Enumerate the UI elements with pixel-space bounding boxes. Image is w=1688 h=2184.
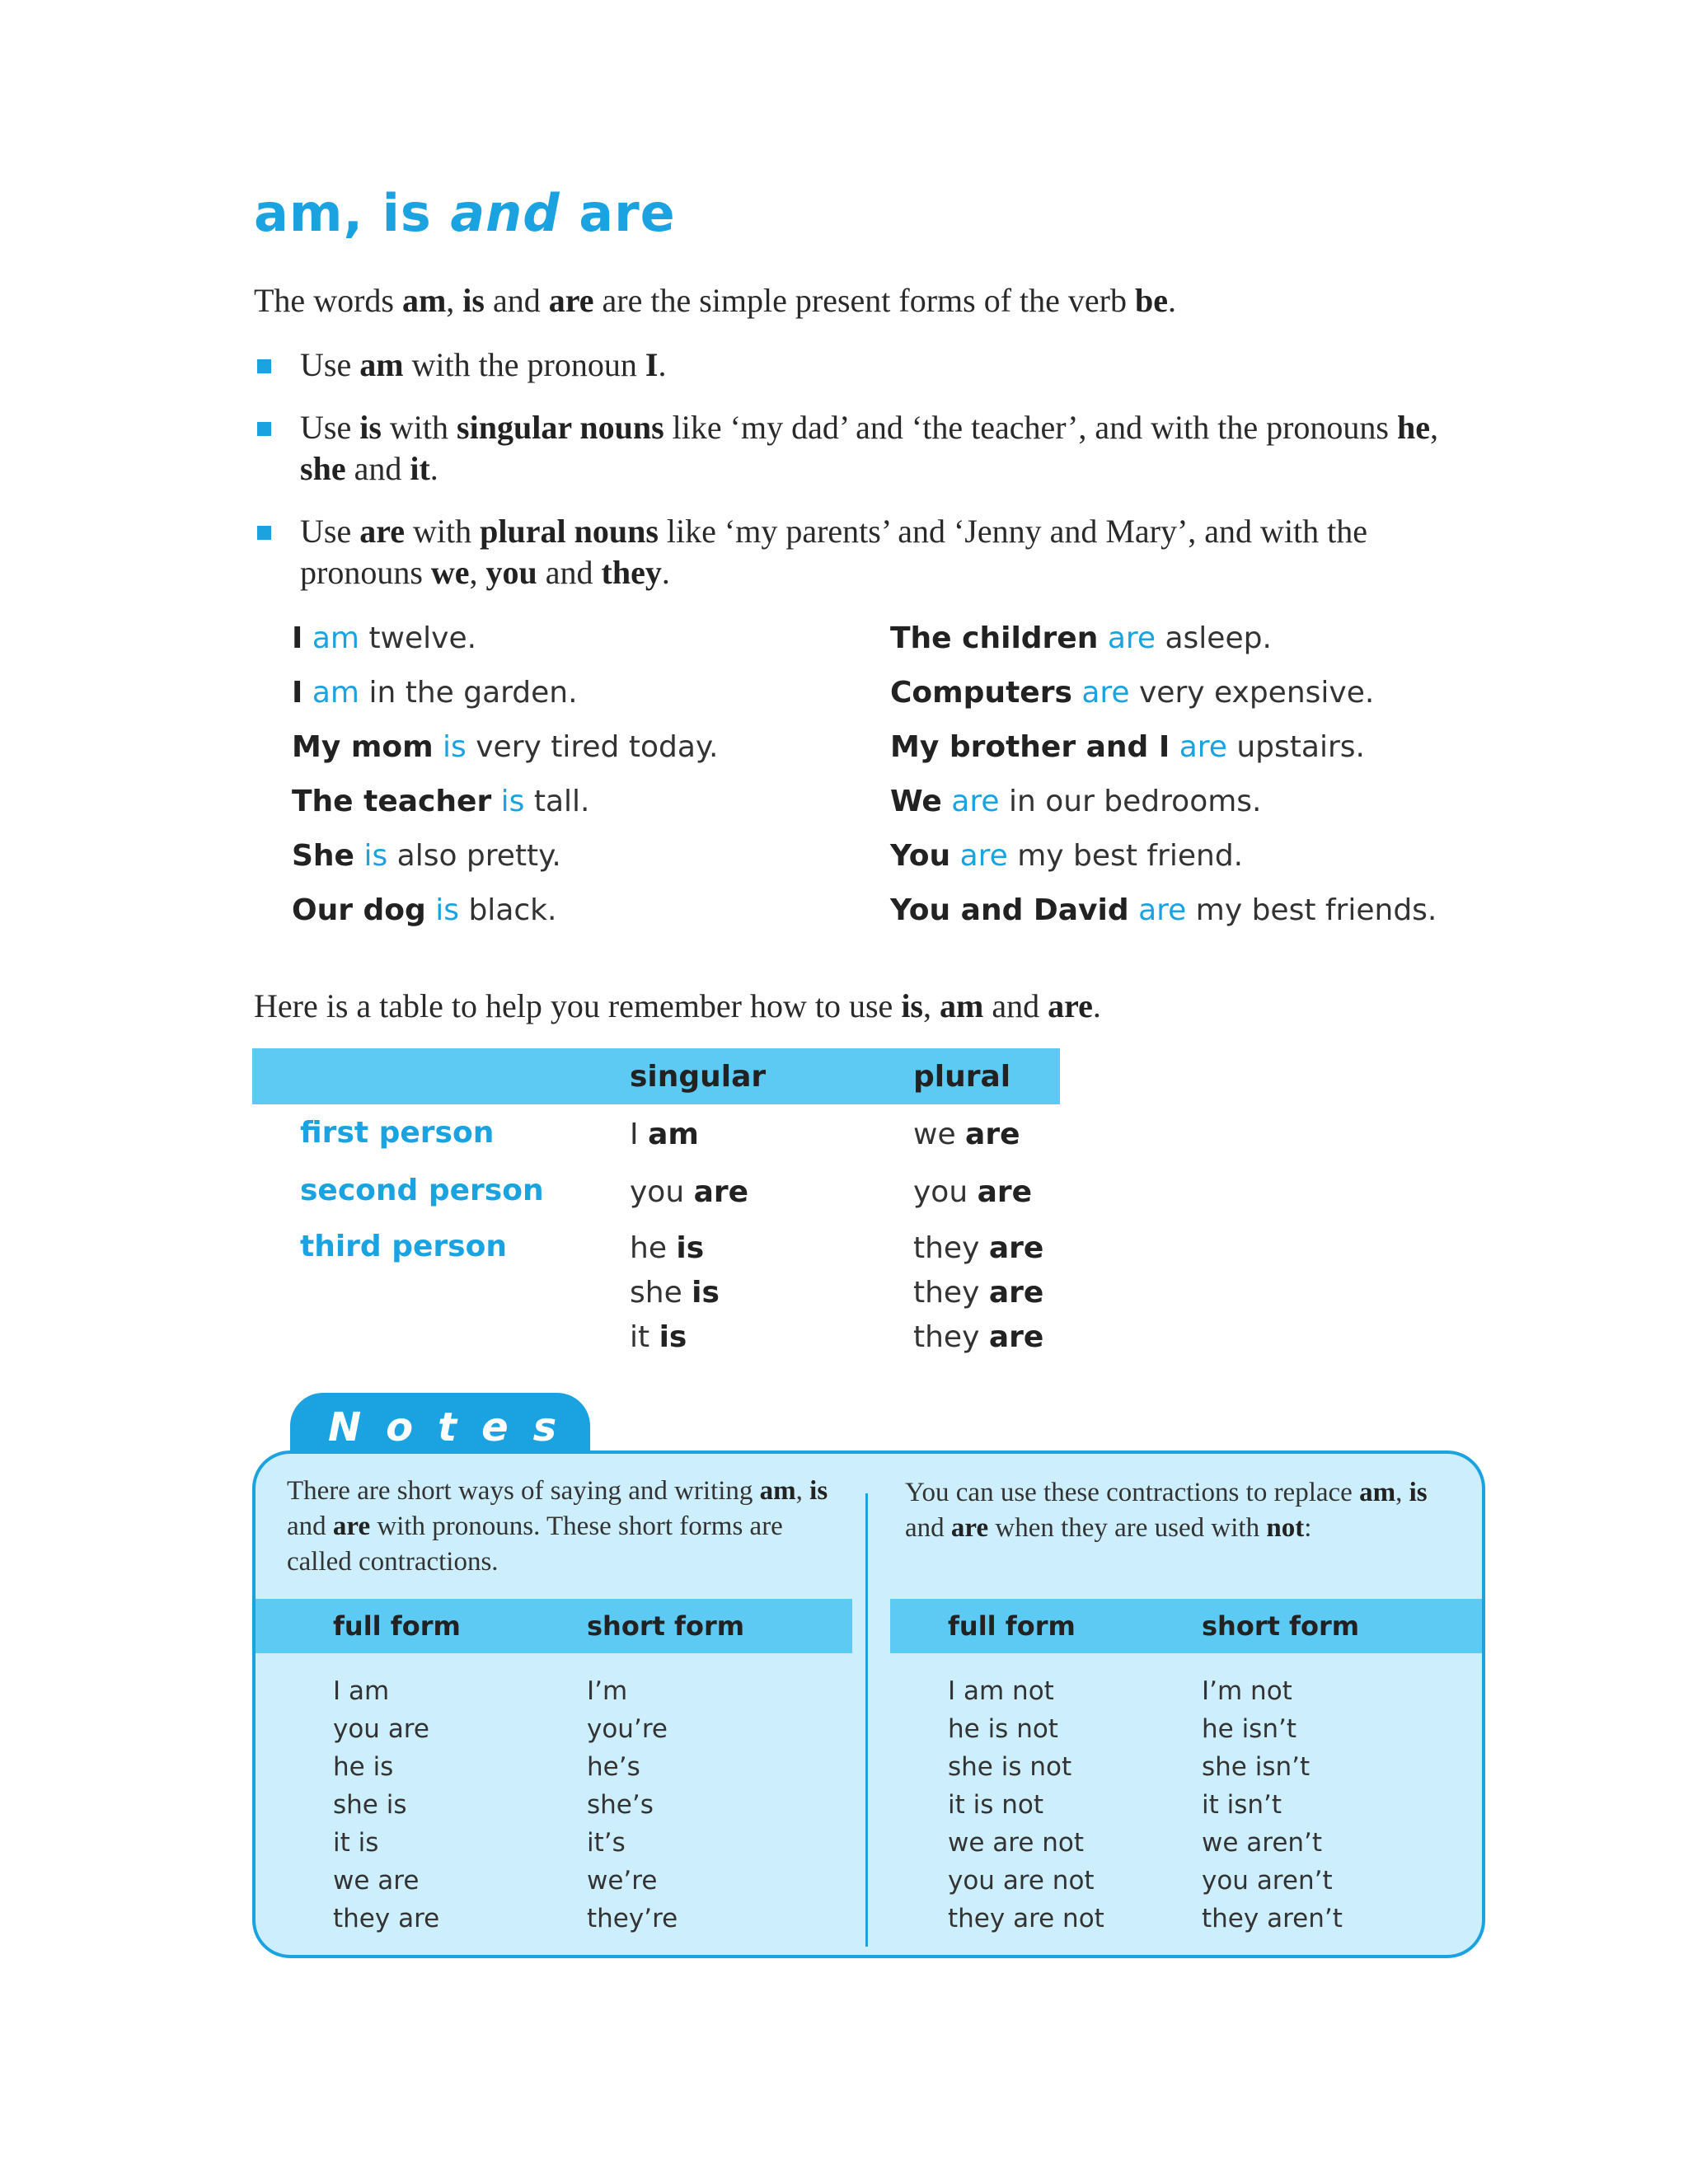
example-sentence: The children are asleep.: [890, 621, 1272, 655]
table-cell: it isn’t: [1202, 1790, 1282, 1820]
table-cell: it’s: [587, 1828, 626, 1858]
contractions-short-column: [587, 1675, 678, 1940]
table-cell: it is not: [948, 1790, 1044, 1820]
column-header-plural: plural: [913, 1060, 1011, 1094]
example-sentence: You are my best friend.: [890, 839, 1244, 873]
column-header-full-form: full form: [333, 1610, 461, 1642]
page-title: am, is and are: [254, 183, 676, 243]
row-label: third person: [300, 1230, 507, 1263]
column-header-full-form: full form: [948, 1610, 1076, 1642]
contractions-table-header: [256, 1599, 852, 1653]
column-header-singular: singular: [630, 1060, 767, 1094]
notes-text-negative: You can use these contractions to replace am, is and are when they are used with not:: [905, 1478, 1428, 1543]
table-cell: they are: [913, 1320, 1044, 1354]
table-cell: I am not: [948, 1676, 1054, 1706]
examples-plural: [890, 620, 1437, 946]
table-cell: you are: [333, 1714, 429, 1744]
table-cell: they are: [913, 1276, 1044, 1310]
negative-contractions-table-header: [890, 1599, 1485, 1653]
table-row: [252, 1174, 1060, 1230]
contractions-full-column: [333, 1675, 439, 1940]
table-cell: it is: [333, 1828, 379, 1858]
table-cell: they are not: [948, 1904, 1104, 1933]
table-cell: he is: [630, 1231, 705, 1265]
example-sentence: I am twelve.: [292, 621, 477, 655]
table-intro: Here is a table to help you remember how to use is, am and are.: [254, 987, 1101, 1024]
table-cell: I am: [333, 1676, 390, 1706]
table-cell: you aren’t: [1202, 1866, 1333, 1896]
table-cell: they are: [333, 1904, 440, 1933]
notes-text-contractions: There are short ways of saying and writing am, is and are with pronouns. These short forms are called contractions.: [287, 1476, 828, 1577]
table-cell: I’m: [587, 1676, 628, 1706]
table-cell: he isn’t: [1202, 1714, 1296, 1744]
table-cell: she isn’t: [1202, 1752, 1311, 1782]
table-cell: she is: [333, 1790, 407, 1820]
table-cell: you are not: [948, 1866, 1095, 1896]
table-cell: we aren’t: [1202, 1828, 1323, 1858]
negative-short-column: [1202, 1675, 1343, 1940]
bullet-square-icon: [257, 526, 271, 540]
table-cell: she’s: [587, 1790, 654, 1820]
rules-list: [254, 344, 1474, 615]
negative-full-column: [948, 1675, 1104, 1940]
table-cell: I’m not: [1202, 1676, 1292, 1706]
examples-singular: [292, 620, 719, 946]
table-row: [252, 1230, 1060, 1370]
table-cell: you are: [913, 1175, 1033, 1209]
table-cell: I am: [630, 1118, 699, 1151]
table-cell: you’re: [587, 1714, 668, 1744]
example-sentence: My mom is very tired today.: [292, 730, 719, 764]
table-cell: we are not: [948, 1828, 1085, 1858]
be-forms-table: [252, 1048, 1060, 1370]
table-header: [252, 1048, 1060, 1104]
table-cell: we are: [333, 1866, 420, 1896]
example-sentence: The teacher is tall.: [292, 785, 590, 818]
table-cell: it is: [630, 1320, 687, 1354]
table-cell: they are: [913, 1231, 1044, 1265]
column-header-short-form: short form: [587, 1610, 745, 1642]
row-label: second person: [300, 1174, 544, 1207]
intro-paragraph: The words am, is and are are the simple present forms of the verb be.: [254, 282, 1176, 319]
table-cell: she is: [630, 1276, 720, 1310]
example-sentence: She is also pretty.: [292, 839, 561, 873]
example-sentence: I am in the garden.: [292, 676, 578, 710]
example-sentence: Computers are very expensive.: [890, 676, 1375, 710]
example-sentence: My brother and I are upstairs.: [890, 730, 1365, 764]
example-sentence: You and David are my best friends.: [890, 893, 1437, 927]
notes-heading: Notes: [328, 1404, 582, 1451]
table-cell: he’s: [587, 1752, 640, 1782]
example-sentence: Our dog is black.: [292, 893, 557, 927]
table-cell: you are: [630, 1175, 749, 1209]
bullet-square-icon: [257, 422, 271, 436]
column-header-short-form: short form: [1202, 1610, 1360, 1642]
row-label: first person: [300, 1116, 495, 1150]
table-cell: we are: [913, 1118, 1020, 1151]
table-cell: they aren’t: [1202, 1904, 1343, 1933]
table-cell: we’re: [587, 1866, 658, 1896]
rule-item: Use is with singular nouns like ‘my dad’ and ‘the teacher’, and with the pronouns he, she and it.: [254, 407, 1474, 490]
notes-box: [252, 1451, 1485, 1958]
table-cell: he is not: [948, 1714, 1058, 1744]
table-cell: they’re: [587, 1904, 678, 1933]
notes-divider: [865, 1493, 868, 1947]
table-row: [252, 1116, 1060, 1174]
rule-item: Use are with plural nouns like ‘my parents’ and ‘Jenny and Mary’, and with the pronouns we, you and they.: [254, 511, 1474, 593]
rule-item: Use am with the pronoun I.: [254, 344, 1474, 386]
example-sentence: We are in our bedrooms.: [890, 785, 1262, 818]
table-cell: she is not: [948, 1752, 1072, 1782]
bullet-square-icon: [257, 359, 271, 373]
table-cell: he is: [333, 1752, 394, 1782]
